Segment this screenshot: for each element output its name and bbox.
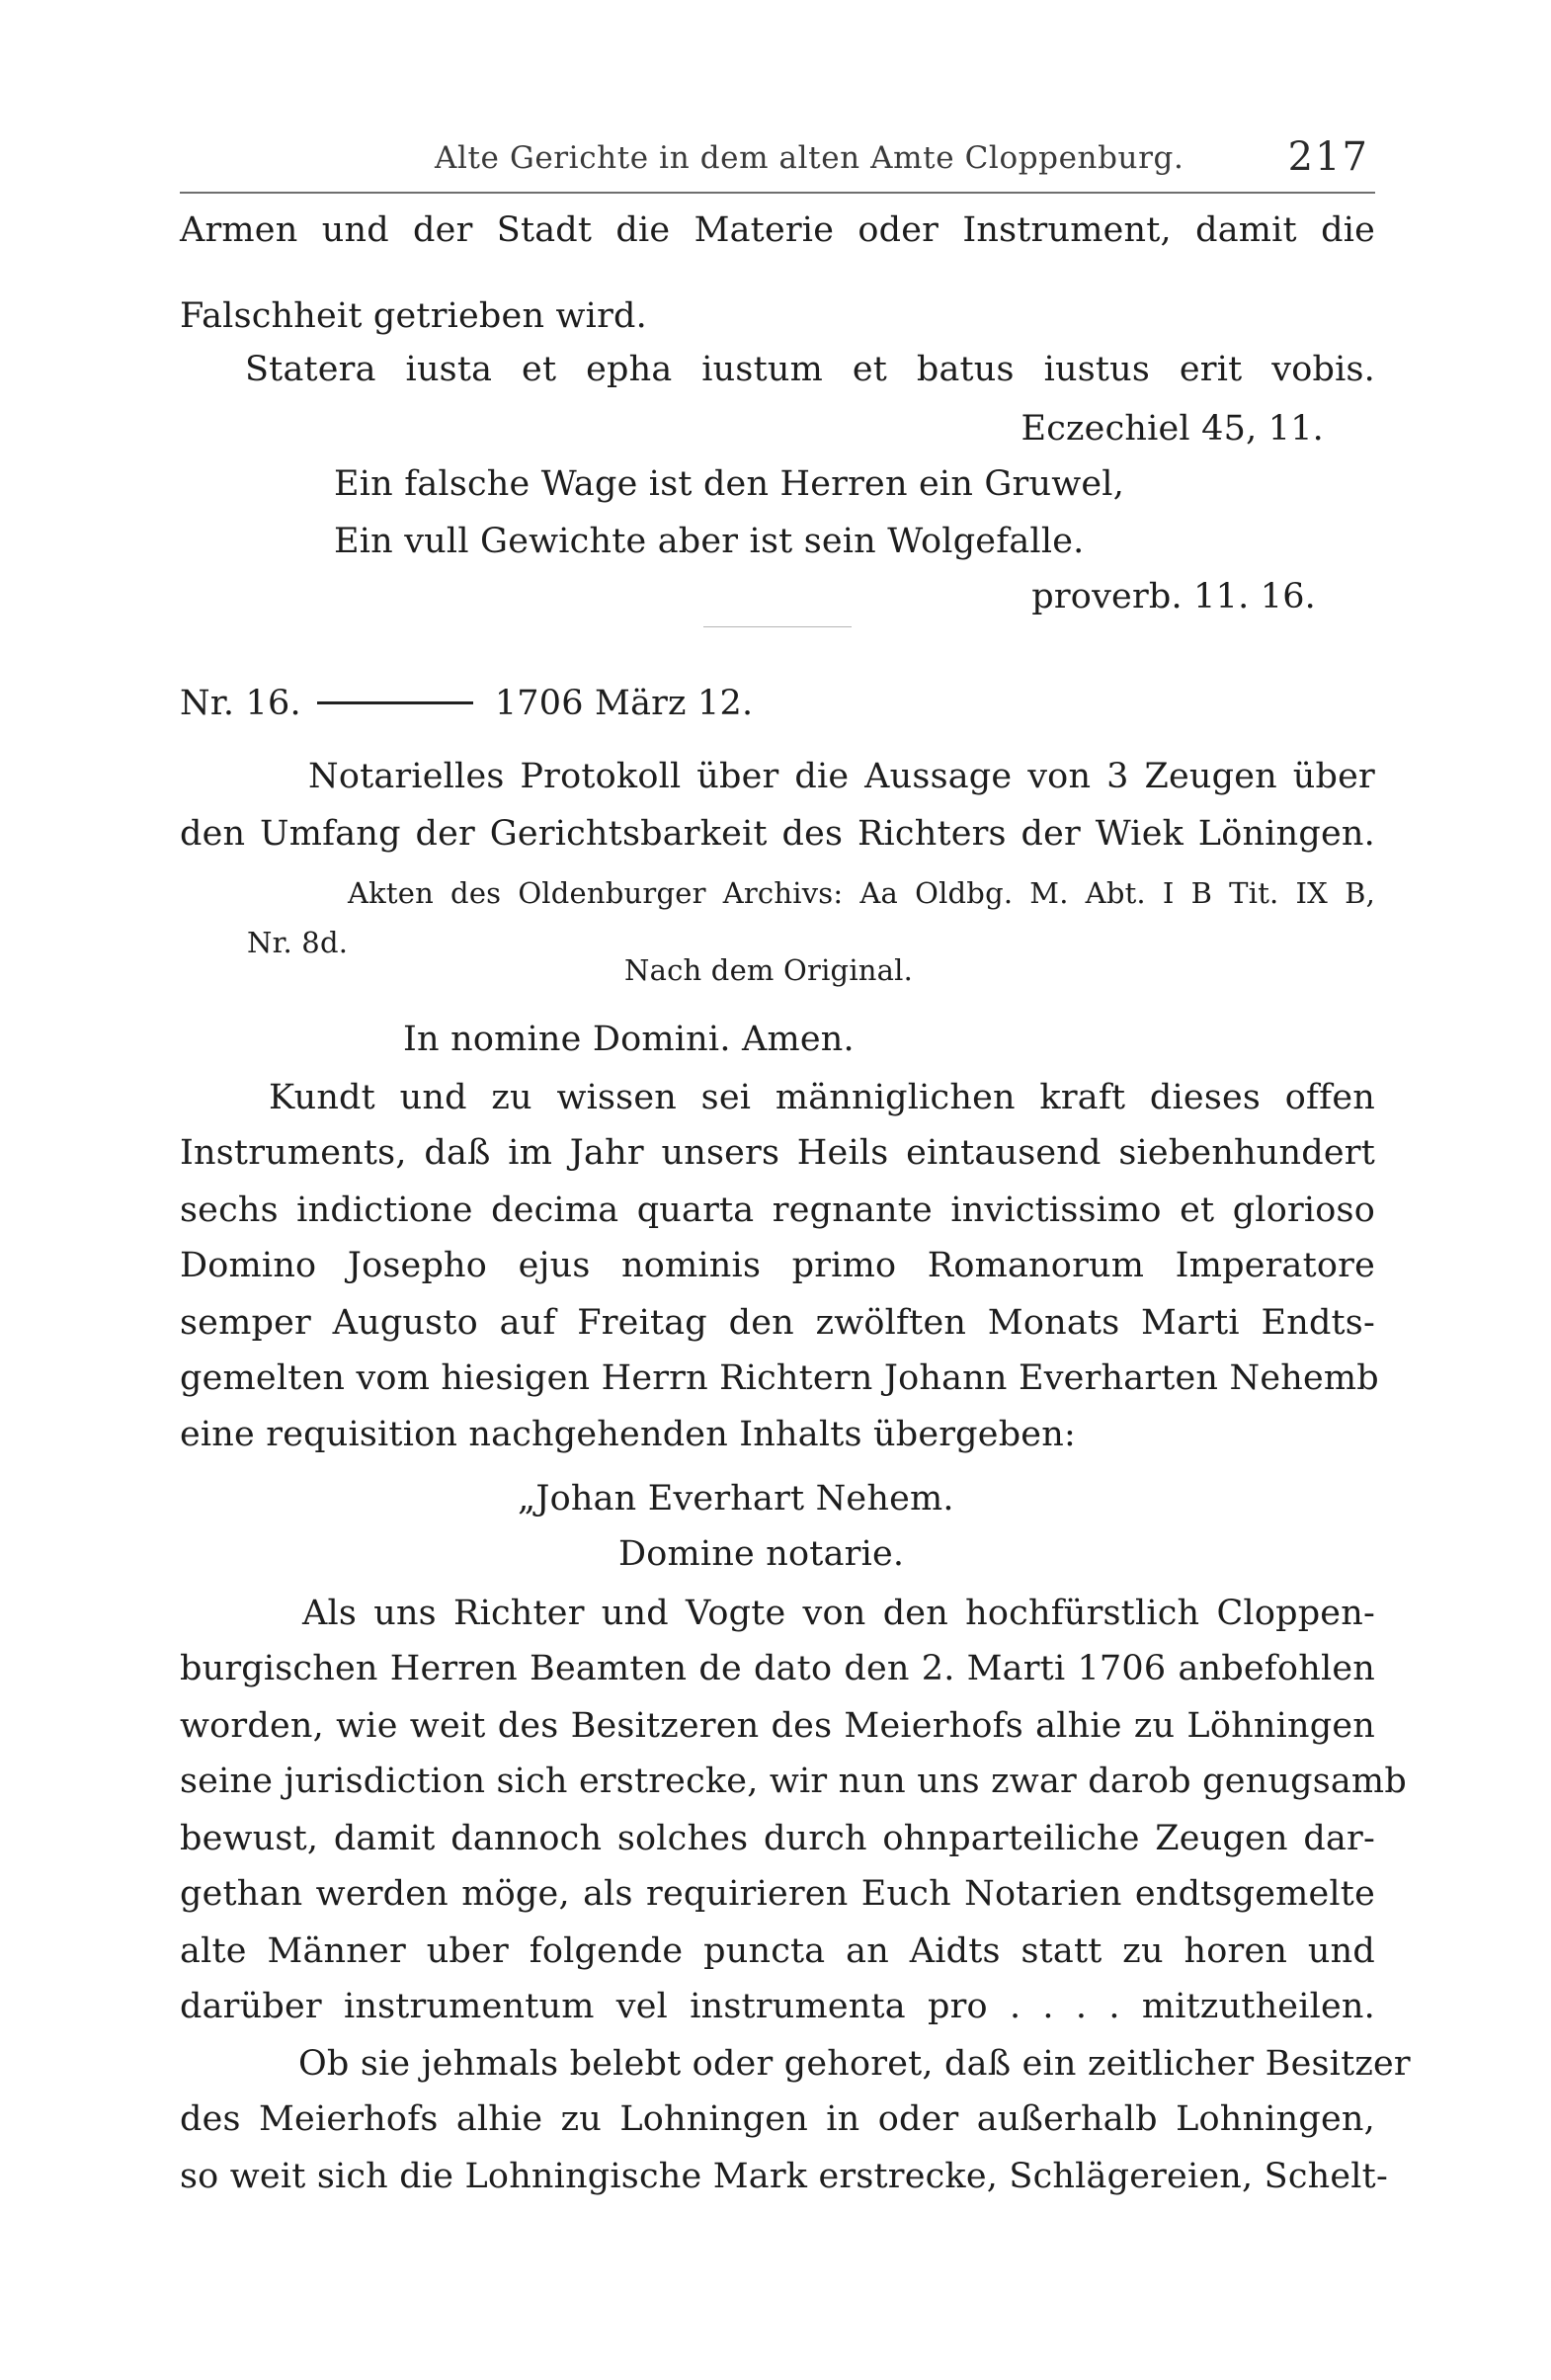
- text-line: Kundt und zu wissen sei männiglichen kraft dieses offen: [269, 1078, 1375, 1117]
- document-summary: den Umfang der Gerichtsbarkeit des Richters der Wiek Löningen.: [180, 814, 1375, 854]
- text-line: Armen und der Stadt die Materie oder Instrument, damit die: [180, 210, 1375, 250]
- text-line: worden, wie weit des Besitzeren des Meierhofs alhie zu Löhningen: [180, 1706, 1375, 1746]
- running-title: Alte Gerichte in dem alten Amte Cloppenburg.: [435, 140, 1184, 176]
- text-line: Ob sie jehmals belebt oder gehoret, daß ein zeitlicher Besitzer: [298, 2044, 1411, 2084]
- running-header: [180, 134, 1375, 188]
- text-line: seine jurisdiction sich erstrecke, wir nun uns zwar darob genugsamb: [180, 1762, 1407, 1801]
- text-line: sechs indictione decima quarta regnante invictissimo et glorioso: [180, 1190, 1375, 1230]
- text-line: burgischen Herren Beamten de dato den 2. Marti 1706 anbefohlen: [180, 1649, 1375, 1688]
- text-line: bewust, damit dannoch solches durch ohnparteiliche Zeugen dar-: [180, 1819, 1375, 1858]
- archive-source: Nr. 8d.: [247, 926, 349, 959]
- document-date: 1706 März 12.: [494, 684, 754, 723]
- document-heading: [180, 682, 753, 725]
- section-rule: [703, 626, 852, 627]
- text-line: Instruments, daß im Jahr unsers Heils eintausend siebenhundert: [180, 1133, 1375, 1173]
- text-line: des Meierhofs alhie zu Lohningen in oder außerhalb Lohningen,: [180, 2099, 1375, 2139]
- text-line: semper Augusto auf Freitag den zwölften Monats Marti Endts-: [180, 1303, 1375, 1343]
- german-quote-line: Ein falsche Wage ist den Herren ein Gruwel,: [334, 464, 1125, 504]
- text-line: In nomine Domini. Amen.: [403, 1020, 855, 1059]
- text-line: Domine notarie.: [618, 1534, 905, 1574]
- text-line: darüber instrumentum vel instrumenta pro . . . . mitzutheilen.: [180, 1987, 1375, 2026]
- document-number: Nr. 16.: [180, 684, 301, 723]
- source-basis: Nach dem Original.: [624, 953, 914, 987]
- text-line: Falschheit getrieben wird.: [180, 296, 647, 336]
- text-line: Als uns Richter und Vogte von den hochfürstlich Cloppen-: [302, 1594, 1375, 1633]
- page-number: 217: [1287, 134, 1369, 180]
- text-line: Domino Josepho ejus nominis primo Romanorum Imperatore: [180, 1246, 1375, 1285]
- text-line: gemelten vom hiesigen Herrn Richtern Johann Everharten Nehemb: [180, 1358, 1379, 1398]
- header-rule: [180, 192, 1375, 194]
- text-line: gethan werden möge, als requirieren Euch Notarien endtsgemelte: [180, 1874, 1375, 1914]
- german-quote-line: Ein vull Gewichte aber ist sein Wolgefalle.: [334, 522, 1085, 561]
- document-summary: Notarielles Protokoll über die Aussage von 3 Zeugen über: [308, 757, 1375, 796]
- text-line: eine requisition nachgehenden Inhalts übergeben:: [180, 1415, 1076, 1454]
- archive-source: Akten des Oldenburger Archivs: Aa Oldbg. M. Abt. I B Tit. IX B,: [348, 876, 1375, 910]
- text-line: „Johan Everhart Nehem.: [518, 1479, 954, 1518]
- heading-dash: [317, 701, 473, 704]
- text-line: alte Männer uber folgende puncta an Aidts statt zu horen und: [180, 1931, 1375, 1971]
- latin-quote-reference: Eczechiel 45, 11.: [1020, 409, 1324, 449]
- latin-quote: Statera iusta et epha iustum et batus iustus erit vobis.: [245, 350, 1375, 389]
- german-quote-reference: proverb. 11. 16.: [1031, 577, 1316, 616]
- text-line: so weit sich die Lohningische Mark erstrecke, Schlägereien, Schelt-: [180, 2157, 1388, 2196]
